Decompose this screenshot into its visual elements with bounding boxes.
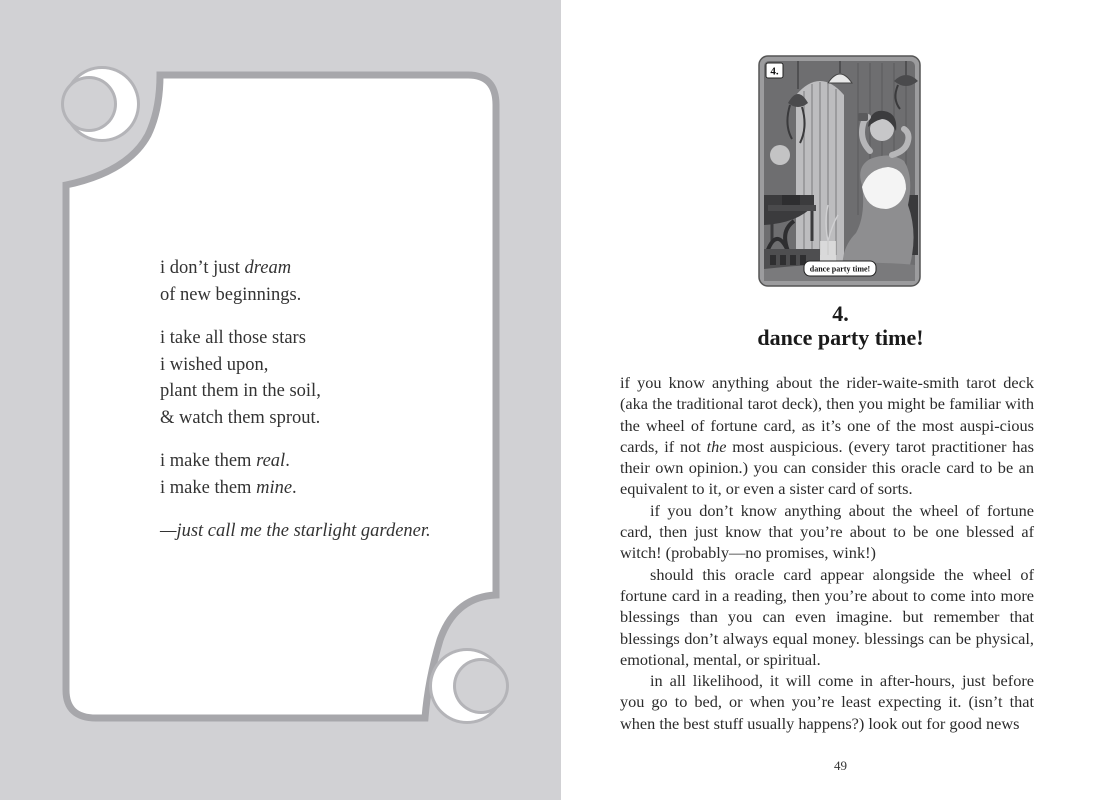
poem-line (160, 378, 480, 405)
oracle-card-illustration (758, 55, 921, 287)
card-corner-number: 4. (770, 65, 779, 78)
text-run: most auspicious. (every tarot practitioner has their own opinion.) you can consider this oracle card to be an equivalent to it, or even a sister card of sorts. (620, 436, 1034, 499)
text-run: should this oracle card appear alongside the wheel of fortune card in a reading, then you’re about to come into more blessings than you can even imagine. but remember that blessings don’t always equal money. blessings can be physical, emotional, mental, or spiritual. (620, 564, 1034, 669)
body-paragraph (620, 564, 1034, 670)
text-run: if you know anything about the rider-waite-smith tarot deck (aka the traditional tarot deck), then you might be familiar with the wheel of fortune card, as it’s one of the most auspi-cious cards, if not (620, 373, 1034, 456)
text-run: i make them (160, 451, 257, 471)
crescent-moon-top-left-icon (61, 66, 140, 142)
text-run: of new beginnings. (160, 284, 302, 305)
text-run: i take all those stars (160, 328, 306, 348)
italic-text: mine (256, 477, 293, 498)
text-run: plant them in the soil, (160, 381, 321, 401)
poem-line (160, 475, 480, 502)
poem-line (160, 255, 480, 282)
body-paragraph (620, 372, 1034, 500)
text-run: i make them (160, 477, 257, 498)
body-text (620, 372, 1034, 734)
card-title-heading: dance party time! (757, 325, 924, 350)
poem-stanza (160, 255, 480, 308)
text-run: in all likelihood, it will come in after-hours, just before you go to bed, or when you’re least expecting it. (isn’t that when the best stuff usually happens?) look out for good news (620, 671, 1034, 733)
poem-stanza (160, 448, 480, 501)
poem-signoff: —just call me the starlight gardener. (160, 521, 431, 541)
text-run: i don’t just (160, 258, 245, 278)
italic-text: dream (244, 258, 292, 278)
card-number-heading: 4. (832, 301, 849, 326)
card-caption: dance party time! (809, 264, 871, 274)
crescent-moon-bottom-right-icon (429, 648, 509, 724)
poem-line (160, 448, 480, 475)
body-paragraph (620, 670, 1034, 734)
poem-line (160, 405, 480, 432)
text-run: . (292, 477, 297, 498)
page-number: 49 (834, 758, 847, 773)
poem-line (160, 282, 480, 309)
text-run: . (285, 451, 290, 471)
poem-stanza (160, 325, 480, 431)
poem (160, 255, 480, 545)
italic-text: the (706, 436, 727, 456)
italic-text: real (256, 451, 286, 471)
body-paragraph (620, 500, 1034, 564)
text-run: i wished upon, (160, 354, 269, 375)
text-run: & watch them sprout. (160, 407, 321, 428)
text-run: if you don’t know anything about the wheel of fortune card, then just know that you’re about to be one blessed af witch! (probably—no promises, wink!) (620, 500, 1034, 563)
poem-line (160, 325, 480, 352)
poem-line (160, 352, 480, 379)
poem-stanzas (160, 255, 480, 501)
